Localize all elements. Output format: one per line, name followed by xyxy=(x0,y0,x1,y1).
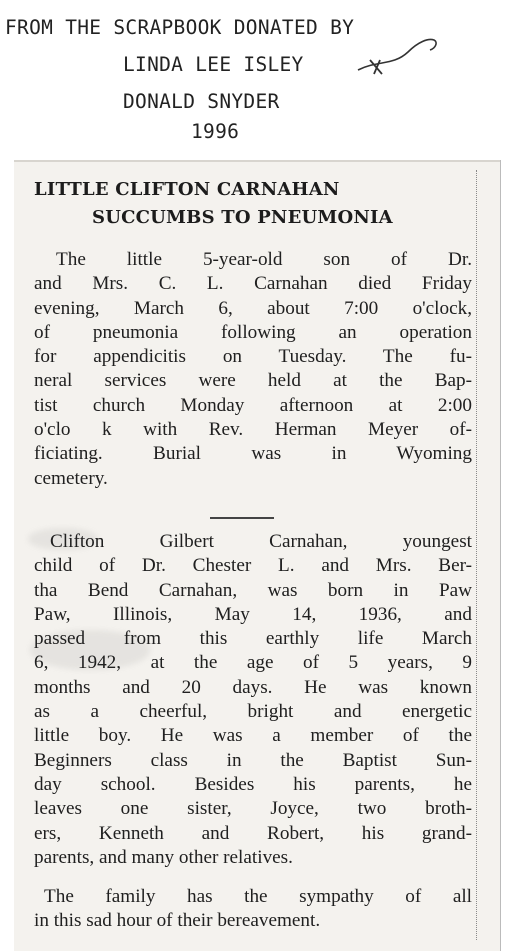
text-line: neral services were held at the Bap- xyxy=(34,370,472,392)
text-line: in this sad hour of their bereavement. xyxy=(34,910,321,932)
text-line: day school. Besides his parents, he xyxy=(34,773,472,795)
article-headline xyxy=(34,176,393,232)
text-line: Paw, Illinois, May 14, 1936, and xyxy=(34,603,472,625)
text-line: little boy. He was a member of the xyxy=(34,725,472,747)
text-line: months and 20 days. He was known xyxy=(34,676,472,698)
text-line: leaves one sister, Joyce, two broth- xyxy=(34,798,472,820)
text-line: parents, and many other relatives. xyxy=(34,846,293,868)
clipping-edge xyxy=(14,160,500,162)
donor-name-line-2: DONALD SNYDER xyxy=(123,90,280,113)
text-line: ers, Kenneth and Robert, his grand- xyxy=(34,822,472,844)
article-paragraph-3 xyxy=(34,885,472,934)
text-line: The little 5-year-old son of Dr. xyxy=(56,249,472,270)
column-rule xyxy=(476,170,478,940)
donation-line: FROM THE SCRAPBOOK DONATED BY xyxy=(5,16,355,39)
text-line: as a cheerful, bright and energetic xyxy=(34,701,472,723)
text-line: cemetery. xyxy=(34,467,108,489)
handwritten-arrow-mark xyxy=(348,30,448,86)
donation-year: 1996 xyxy=(191,120,240,143)
text-line: of pneumonia following an operation xyxy=(34,321,472,343)
text-line: child of Dr. Chester L. and Mrs. Ber- xyxy=(34,555,472,577)
text-line: passed from this earthly life March xyxy=(34,628,472,650)
text-line: 6, 1942, at the age of 5 years, 9 xyxy=(34,652,472,674)
donor-name-line: LINDA LEE ISLEY xyxy=(123,53,304,76)
section-divider xyxy=(210,517,274,519)
headline-line-1: LITTLE CLIFTON CARNAHAN xyxy=(34,179,340,200)
text-line: o'clo k with Rev. Herman Meyer of- xyxy=(34,419,472,441)
text-line: Clifton Gilbert Carnahan, youngest xyxy=(50,531,472,552)
text-line: for appendicitis on Tuesday. The fu- xyxy=(34,346,472,368)
text-line: The family has the sympathy of all xyxy=(44,886,472,907)
newspaper-clipping xyxy=(14,160,501,951)
text-line: ficiating. Burial was in Wyoming xyxy=(34,443,472,465)
text-line: Beginners class in the Baptist Sun- xyxy=(34,749,472,771)
article-paragraph-1 xyxy=(34,248,472,491)
article-paragraph-2 xyxy=(34,530,472,870)
text-line: tist church Monday afternoon at 2:00 xyxy=(34,394,472,416)
headline-line-2: SUCCUMBS TO PNEUMONIA xyxy=(92,207,393,228)
text-line: evening, March 6, about 7:00 o'clock, xyxy=(34,297,472,319)
text-line: tha Bend Carnahan, was born in Paw xyxy=(34,579,472,601)
text-line: and Mrs. C. L. Carnahan died Friday xyxy=(34,273,472,295)
